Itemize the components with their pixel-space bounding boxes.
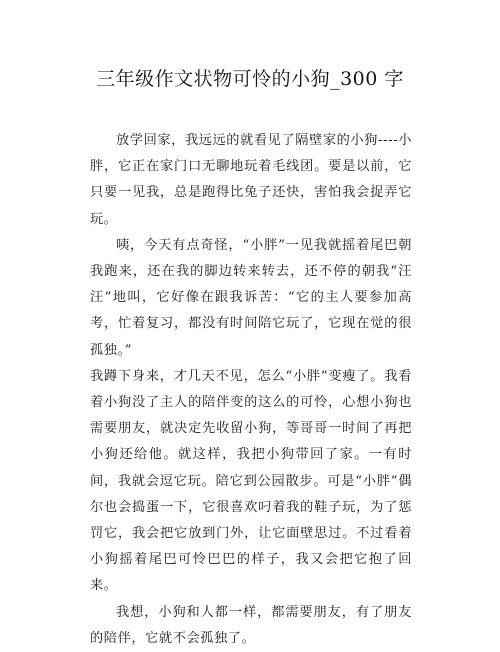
paragraph-3: 我蹲下身来，才几天不见，怎么“小胖”变瘦了。我看着小狗没了主人的陪伴变的这么的可怜，心想小狗也需要朋友，就决定先收留小狗，等哥哥一时间了再把小狗还给他。就这样，我把小狗带回了家。一有时间，我就会逗它玩。陪它到公园散步。可是“小胖”偶尔也会捣蛋一下，它很喜欢叼着我的鞋子玩，为了惩罚它，我会把它放到门外，让它面壁思过。不过看着小狗摇着尾巴可怜巴巴的样子，我又会把它抱了回来。 [90,368,412,594]
document-body [90,128,412,652]
document-title: 三年级作文状物可怜的小狗_300 字 [96,68,404,90]
paragraph-1: 放学回家，我远远的就看见了隔壁家的小狗----小胖，它正在家门口无聊地玩着毛线团。要是以前，它只要一见我，总是跑得比兔子还快，害怕我会捉弄它玩。 [90,133,412,227]
paragraph-2: 咦，今天有点奇怪，“小胖”一见我就摇着尾巴朝我跑来，还在我的脚边转来转去，还不停的朝我“汪汪”地叫，它好像在跟我诉苦：“它的主人要参加高考，忙着复习，都没有时间陪它玩了，它现在觉的很孤独。” [90,237,412,358]
paragraph-4: 我想，小狗和人都一样，都需要朋友，有了朋友的陪伴，它就不会孤独了。 [90,604,412,646]
